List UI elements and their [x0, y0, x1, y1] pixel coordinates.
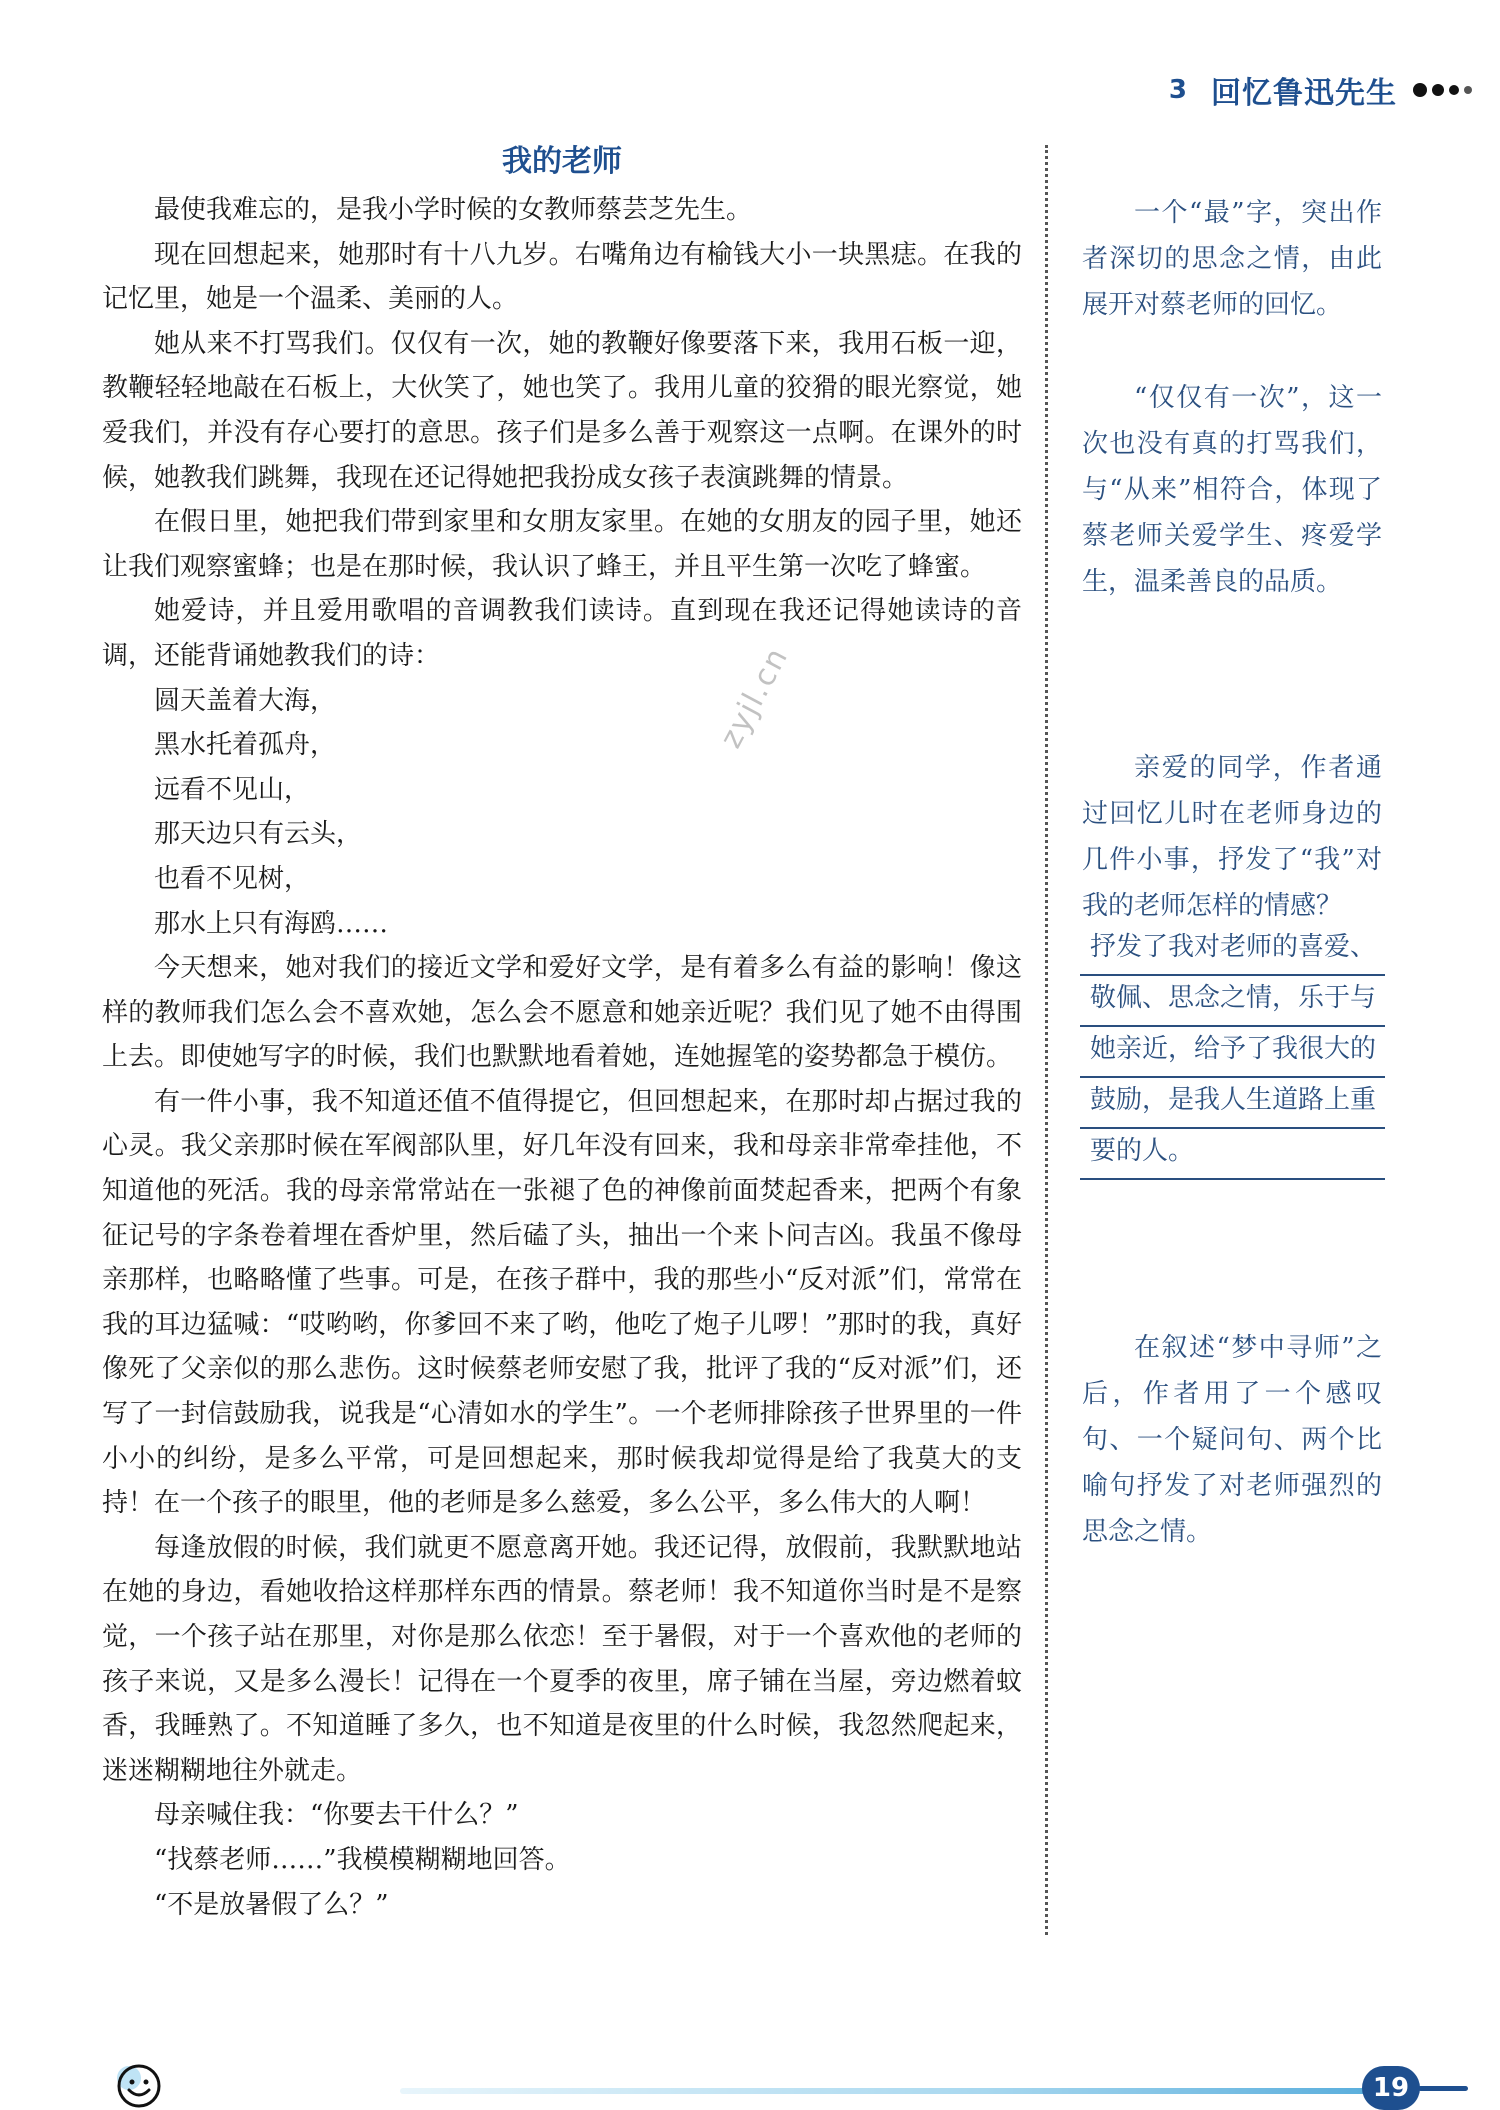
paragraph: 今天想来，她对我们的接近文学和爱好文学，是有着多么有益的影响！像这样的教师我们怎么会不喜欢她，怎么会不愿意和她亲近呢？我们见了她不由得围上去。即使她写字的时候，我们也默默地看着她，连她握笔的姿势都急于模仿。	[102, 953, 1022, 1073]
page-number: 19	[1362, 2066, 1420, 2110]
answer-line: 要的人。	[1080, 1129, 1385, 1180]
side-note-1	[1082, 190, 1382, 328]
paragraph: 在假日里，她把我们带到家里和女朋友家里。在她的女朋友的园子里，她还让我们观察蜜蜂；也是在那时候，我认识了蜂王，并且平生第一次吃了蜂蜜。	[102, 507, 1022, 582]
chapter-number: 3	[1168, 75, 1187, 105]
paragraph: 每逢放假的时候，我们就更不愿意离开她。我还记得，放假前，我默默地站在她的身边，看她收拾这样那样东西的情景。蔡老师！我不知道你当时是不是察觉，一个孩子站在那里，对你是那么依恋！至于暑假，对于一个喜欢他的老师的孩子来说，又是多么漫长！记得在一个夏季的夜里，席子铺在当屋，旁边燃着蚊香，我睡熟了。不知道睡了多久，也不知道是夜里的什么时候，我忽然爬起来，迷迷糊糊地往外就走。	[102, 1532, 1022, 1786]
smiley-icon	[115, 2062, 163, 2110]
paragraph: 母亲喊住我：“你要去干什么？”	[154, 1800, 519, 1831]
page-header	[1169, 70, 1472, 110]
paragraph: “不是放暑假了么？”	[154, 1889, 389, 1920]
poem-line: 黑水托着孤舟，	[154, 730, 337, 761]
side-note-text: 在叙述“梦中寻师”之后，作者用了一个感叹句、一个疑问句、两个比喻句抒发了对老师强烈的思念之情。	[1082, 1333, 1382, 1547]
side-note-text: “仅仅有一次”，这一次也没有真的打骂我们，与“从来”相符合，体现了蔡老师关爱学生、疼爱学生，温柔善良的品质。	[1082, 383, 1382, 597]
side-note-question	[1082, 745, 1382, 929]
side-note-text: 一个“最”字，突出作者深切的思念之情，由此展开对蔡老师的回忆。	[1082, 198, 1382, 320]
side-note-text: 亲爱的同学，作者通过回忆儿时在老师身边的几件小事，抒发了“我”对我的老师怎样的情感？	[1082, 753, 1382, 921]
column-divider	[1045, 145, 1048, 1935]
watermark: zyjl.cn	[713, 641, 796, 754]
paragraph: “找蔡老师……”我模模糊糊地回答。	[154, 1844, 571, 1875]
poem-line: 那天边只有云头，	[154, 819, 363, 850]
page-badge-tail	[1418, 2086, 1468, 2091]
paragraph: 有一件小事，我不知道还值不值得提它，但回想起来，在那时却占据过我的心灵。我父亲那时候在军阀部队里，好几年没有回来，我和母亲非常牵挂他，不知道他的死活。我的母亲常常站在一张褪了色的神像前面焚起香来，把两个有象征记号的字条卷着埋在香炉里，然后磕了头，抽出一个来卜问吉凶。我虽不像母亲那样，也略略懂了些事。可是，在孩子群中，我的那些小“反对派”们，常常在我的耳边猛喊：“哎哟哟，你爹回不来了哟，他吃了炮子儿啰！”那时的我，真好像死了父亲似的那么悲伤。这时候蔡老师安慰了我，批评了我的“反对派”们，还写了一封信鼓励我，说我是“心清如水的学生”。一个老师排除孩子世界里的一件小小的纠纷，是多么平常，可是回想起来，那时候我却觉得是给了我莫大的支持！在一个孩子的眼里，他的老师是多么慈爱，多么公平，多么伟大的人啊！	[102, 1086, 1022, 1519]
poem-line: 远看不见山，	[154, 774, 311, 805]
side-note-4	[1082, 1325, 1382, 1555]
decorative-dots-icon	[1413, 83, 1472, 97]
poem-line: 也看不见树，	[154, 863, 311, 894]
answer-line: 她亲近，给予了我很大的	[1080, 1027, 1385, 1078]
paragraph: 她爱诗，并且爱用歌唱的音调教我们读诗。直到现在我还记得她读诗的音调，还能背诵她教我们的诗：	[102, 596, 1022, 671]
paragraph: 最使我难忘的，是我小学时候的女教师蔡芸芝先生。	[154, 195, 753, 225]
footer-line	[400, 2088, 1370, 2094]
poem-line: 圆天盖着大海，	[154, 685, 337, 716]
paragraph: 她从来不打骂我们。仅仅有一次，她的教鞭好像要落下来，我用石板一迎，教鞭轻轻地敲在石板上，大伙笑了，她也笑了。我用儿童的狡猾的眼光察觉，她爱我们，并没有存心要打的意思。孩子们是多么善于观察这一点啊。在课外的时候，她教我们跳舞，我现在还记得她把我扮成女孩子表演跳舞的情景。	[102, 328, 1022, 493]
article-body	[102, 140, 1022, 1927]
poem-line: 那水上只有海鸥……	[154, 908, 389, 939]
answer-line: 敬佩、思念之情，乐于与	[1080, 976, 1385, 1027]
answer-line: 抒发了我对老师的喜爱、	[1080, 925, 1385, 976]
side-note-2	[1082, 375, 1382, 605]
article-title: 我的老师	[502, 144, 622, 179]
answer-line: 鼓励，是我人生道路上重	[1080, 1078, 1385, 1129]
answer-lines	[1080, 925, 1385, 1180]
chapter-title: 回忆鲁迅先生	[1211, 76, 1397, 111]
paragraph: 现在回想起来，她那时有十八九岁。右嘴角边有榆钱大小一块黑痣。在我的记忆里，她是一个温柔、美丽的人。	[102, 239, 1022, 315]
